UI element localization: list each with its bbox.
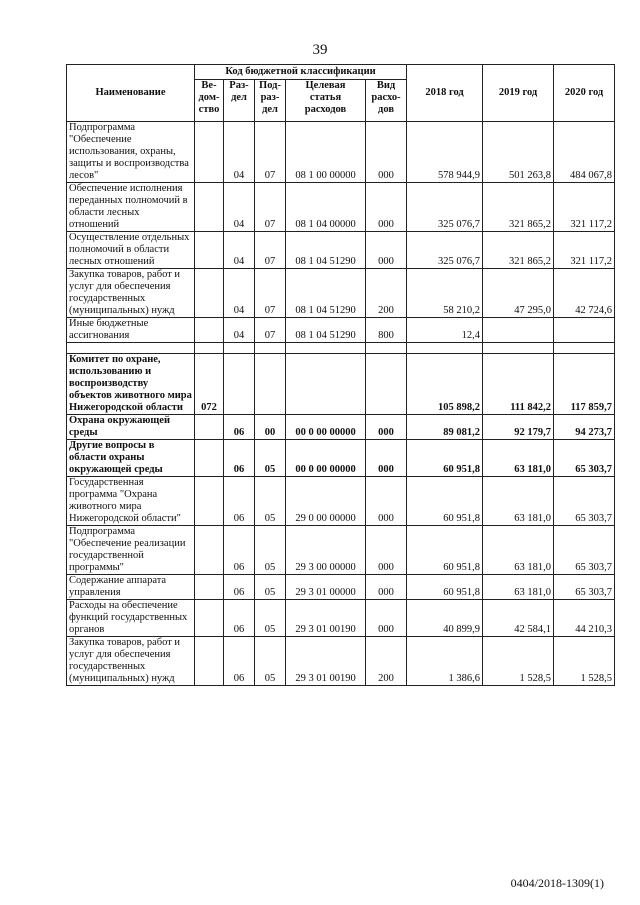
row-vedomstvo — [195, 575, 224, 600]
row-name: Охрана окружающей среды — [67, 415, 195, 440]
row-name: Комитет по охране, использованию и воспроизводству объектов животного мира Нижегородской области — [67, 354, 195, 415]
row-2020-amount: 1 528,5 — [554, 637, 615, 686]
row-podrazdel — [255, 354, 286, 415]
row-2020-amount: 484 067,8 — [554, 122, 615, 183]
row-2019-amount: 63 181,0 — [483, 440, 554, 477]
row-target-article: 29 3 00 00000 — [286, 526, 366, 575]
row-2019-amount: 63 181,0 — [483, 575, 554, 600]
table-row — [67, 477, 615, 526]
row-2019-amount: 47 295,0 — [483, 269, 554, 318]
row-expense-type: 000 — [366, 183, 407, 232]
row-podrazdel: 07 — [255, 318, 286, 343]
spacer-cell — [407, 343, 483, 354]
row-target-article: 29 0 00 00000 — [286, 477, 366, 526]
table-row — [67, 354, 615, 415]
row-name: Обеспечение исполнения переданных полномочий в области лесных отношений — [67, 183, 195, 232]
header-vedomstvo: Ве- дом- ство — [195, 80, 224, 122]
row-vedomstvo: 072 — [195, 354, 224, 415]
row-podrazdel: 05 — [255, 477, 286, 526]
row-2019-amount: 63 181,0 — [483, 526, 554, 575]
row-razdel: 06 — [224, 440, 255, 477]
row-2018-amount: 60 951,8 — [407, 575, 483, 600]
row-target-article: 29 3 01 00190 — [286, 637, 366, 686]
spacer-cell — [255, 343, 286, 354]
row-name: Подпрограмма "Обеспечение использования, охраны, защиты и воспроизводства лесов" — [67, 122, 195, 183]
row-razdel: 06 — [224, 477, 255, 526]
table-row — [67, 600, 615, 637]
row-2018-amount: 60 951,8 — [407, 477, 483, 526]
row-vedomstvo — [195, 415, 224, 440]
row-target-article — [286, 354, 366, 415]
row-target-article: 00 0 00 00000 — [286, 415, 366, 440]
row-2018-amount: 60 951,8 — [407, 440, 483, 477]
row-2018-amount: 60 951,8 — [407, 526, 483, 575]
row-2018-amount: 578 944,9 — [407, 122, 483, 183]
row-2018-amount: 89 081,2 — [407, 415, 483, 440]
row-vedomstvo — [195, 183, 224, 232]
row-2020-amount: 44 210,3 — [554, 600, 615, 637]
row-name: Иные бюджетные ассигнования — [67, 318, 195, 343]
row-vedomstvo — [195, 122, 224, 183]
row-2019-amount: 321 865,2 — [483, 183, 554, 232]
table-row — [67, 318, 615, 343]
row-expense-type: 200 — [366, 637, 407, 686]
spacer-cell — [286, 343, 366, 354]
row-expense-type: 000 — [366, 477, 407, 526]
header-razdel: Раз- дел — [224, 80, 255, 122]
table-row — [67, 637, 615, 686]
header-target: Целевая статья расходов — [286, 80, 366, 122]
row-name: Закупка товаров, работ и услуг для обеспечения государственных (муниципальных) нужд — [67, 637, 195, 686]
spacer-cell — [224, 343, 255, 354]
row-razdel: 06 — [224, 575, 255, 600]
row-name: Содержание аппарата управления — [67, 575, 195, 600]
table-row — [67, 232, 615, 269]
spacer-cell — [554, 343, 615, 354]
row-expense-type: 000 — [366, 440, 407, 477]
row-vedomstvo — [195, 232, 224, 269]
row-podrazdel: 05 — [255, 637, 286, 686]
header-code-group: Код бюджетной классификации — [195, 65, 407, 80]
row-2018-amount: 40 899,9 — [407, 600, 483, 637]
row-podrazdel: 07 — [255, 232, 286, 269]
row-target-article: 08 1 04 51290 — [286, 232, 366, 269]
table-spacer-row — [67, 343, 615, 354]
header-2019: 2019 год — [483, 65, 554, 122]
row-2020-amount: 65 303,7 — [554, 440, 615, 477]
row-2020-amount: 117 859,7 — [554, 354, 615, 415]
row-2020-amount: 321 117,2 — [554, 232, 615, 269]
spacer-cell — [483, 343, 554, 354]
header-podrazdel: Под- раз- дел — [255, 80, 286, 122]
table-row — [67, 269, 615, 318]
table-row — [67, 526, 615, 575]
row-2019-amount: 111 842,2 — [483, 354, 554, 415]
row-razdel: 06 — [224, 526, 255, 575]
header-2018: 2018 год — [407, 65, 483, 122]
spacer-cell — [366, 343, 407, 354]
row-expense-type: 000 — [366, 122, 407, 183]
row-target-article: 08 1 04 51290 — [286, 269, 366, 318]
row-2018-amount: 58 210,2 — [407, 269, 483, 318]
row-name: Расходы на обеспечение функций государственных органов — [67, 600, 195, 637]
row-vedomstvo — [195, 269, 224, 318]
row-podrazdel: 07 — [255, 269, 286, 318]
row-2020-amount: 42 724,6 — [554, 269, 615, 318]
row-expense-type: 800 — [366, 318, 407, 343]
row-expense-type: 000 — [366, 600, 407, 637]
row-razdel: 04 — [224, 269, 255, 318]
row-razdel: 04 — [224, 122, 255, 183]
row-vedomstvo — [195, 477, 224, 526]
row-razdel: 04 — [224, 232, 255, 269]
row-expense-type: 000 — [366, 415, 407, 440]
row-expense-type — [366, 354, 407, 415]
page-number: 39 — [312, 42, 328, 58]
row-2019-amount: 321 865,2 — [483, 232, 554, 269]
row-expense-type: 000 — [366, 575, 407, 600]
row-2020-amount — [554, 318, 615, 343]
row-vedomstvo — [195, 637, 224, 686]
row-razdel: 06 — [224, 637, 255, 686]
table-body — [67, 122, 615, 686]
header-2020: 2020 год — [554, 65, 615, 122]
row-2019-amount: 501 263,8 — [483, 122, 554, 183]
footer-document-code: 0404/2018-1309(1) — [510, 876, 604, 890]
row-vedomstvo — [195, 440, 224, 477]
row-2018-amount: 325 076,7 — [407, 183, 483, 232]
row-podrazdel: 00 — [255, 415, 286, 440]
row-podrazdel: 07 — [255, 183, 286, 232]
row-razdel: 04 — [224, 318, 255, 343]
row-razdel: 06 — [224, 415, 255, 440]
row-2020-amount: 94 273,7 — [554, 415, 615, 440]
row-target-article: 08 1 04 00000 — [286, 183, 366, 232]
row-2020-amount: 65 303,7 — [554, 575, 615, 600]
row-podrazdel: 05 — [255, 526, 286, 575]
row-podrazdel: 05 — [255, 600, 286, 637]
table-row — [67, 440, 615, 477]
spacer-cell — [67, 343, 195, 354]
row-name: Другие вопросы в области охраны окружающей среды — [67, 440, 195, 477]
row-2018-amount: 325 076,7 — [407, 232, 483, 269]
row-2018-amount: 12,4 — [407, 318, 483, 343]
row-razdel — [224, 354, 255, 415]
row-2019-amount: 42 584,1 — [483, 600, 554, 637]
header-name: Наименование — [67, 65, 195, 122]
table-row — [67, 575, 615, 600]
budget-table — [66, 64, 615, 686]
row-razdel: 06 — [224, 600, 255, 637]
row-podrazdel: 07 — [255, 122, 286, 183]
row-name: Закупка товаров, работ и услуг для обеспечения государственных (муниципальных) нужд — [67, 269, 195, 318]
row-vedomstvo — [195, 600, 224, 637]
row-2020-amount: 65 303,7 — [554, 477, 615, 526]
row-target-article: 08 1 04 51290 — [286, 318, 366, 343]
row-2019-amount: 1 528,5 — [483, 637, 554, 686]
row-name: Подпрограмма "Обеспечение реализации государственной программы" — [67, 526, 195, 575]
row-expense-type: 000 — [366, 232, 407, 269]
row-2020-amount: 321 117,2 — [554, 183, 615, 232]
header-vid: Вид расхо- дов — [366, 80, 407, 122]
row-target-article: 08 1 00 00000 — [286, 122, 366, 183]
table-row — [67, 122, 615, 183]
row-podrazdel: 05 — [255, 440, 286, 477]
row-expense-type: 000 — [366, 526, 407, 575]
table-header — [67, 65, 615, 122]
row-2019-amount: 63 181,0 — [483, 477, 554, 526]
row-target-article: 29 3 01 00000 — [286, 575, 366, 600]
spacer-cell — [195, 343, 224, 354]
row-razdel: 04 — [224, 183, 255, 232]
row-vedomstvo — [195, 318, 224, 343]
row-2018-amount: 1 386,6 — [407, 637, 483, 686]
row-name: Государственная программа "Охрана животного мира Нижегородской области" — [67, 477, 195, 526]
row-target-article: 29 3 01 00190 — [286, 600, 366, 637]
row-name: Осуществление отдельных полномочий в области лесных отношений — [67, 232, 195, 269]
row-vedomstvo — [195, 526, 224, 575]
table-row — [67, 183, 615, 232]
row-2019-amount: 92 179,7 — [483, 415, 554, 440]
row-target-article: 00 0 00 00000 — [286, 440, 366, 477]
row-2020-amount: 65 303,7 — [554, 526, 615, 575]
row-2018-amount: 105 898,2 — [407, 354, 483, 415]
row-expense-type: 200 — [366, 269, 407, 318]
table-row — [67, 415, 615, 440]
row-podrazdel: 05 — [255, 575, 286, 600]
row-2019-amount — [483, 318, 554, 343]
